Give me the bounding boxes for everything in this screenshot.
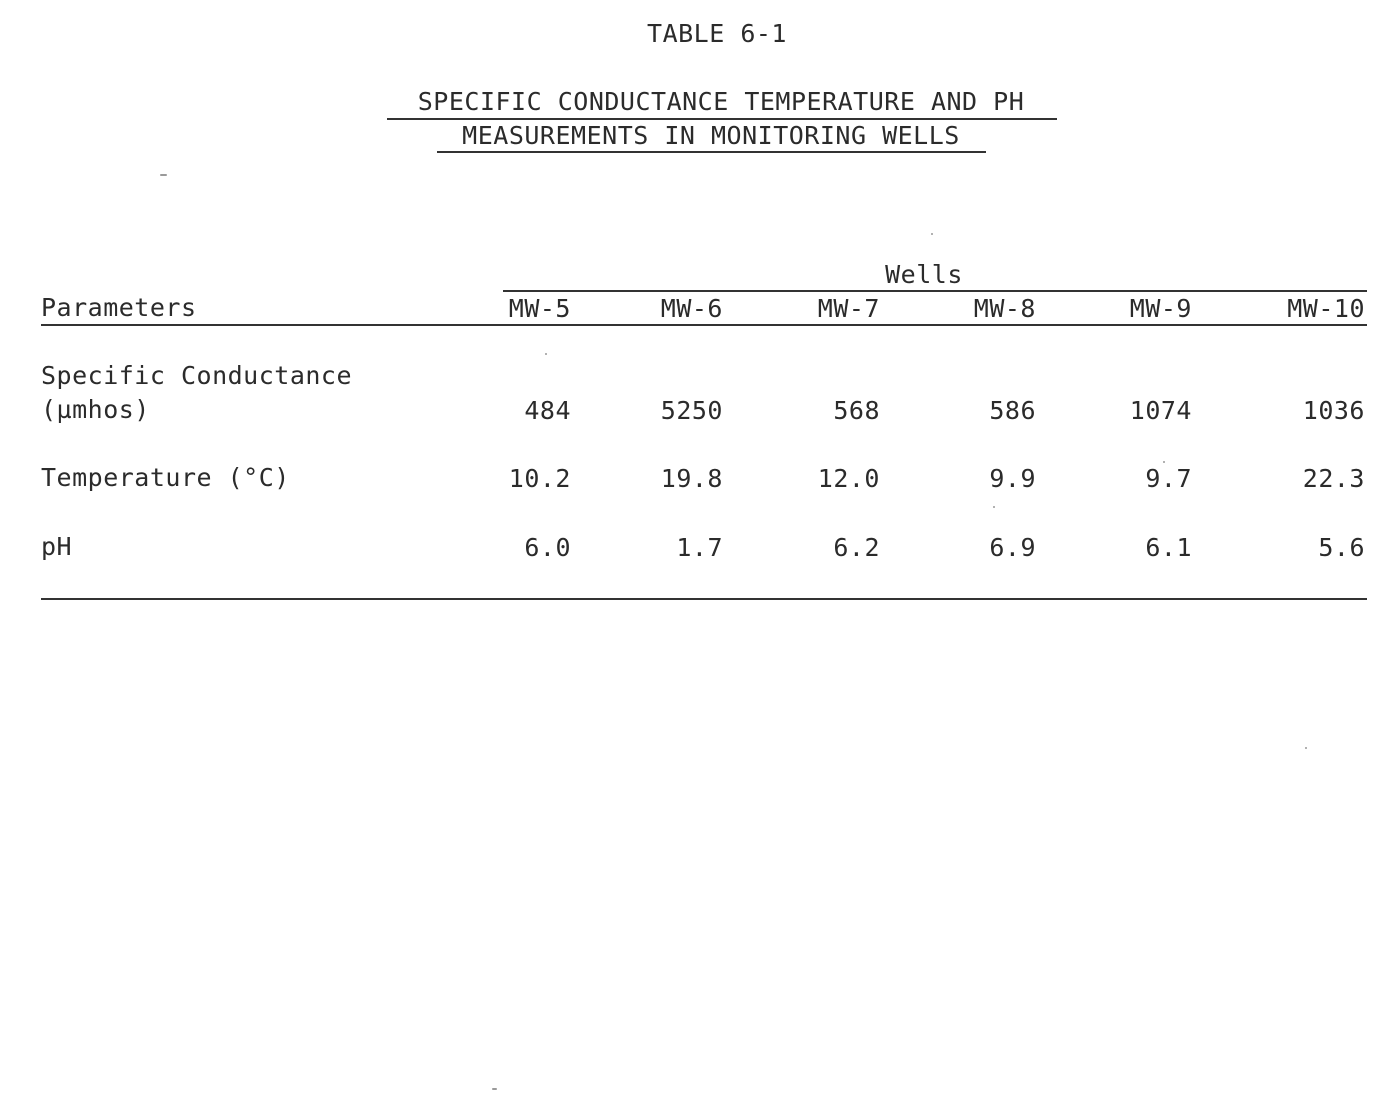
scan-speck	[492, 1088, 497, 1090]
row-label-specific-conductance: Specific Conductance	[41, 361, 353, 390]
row-label-specific-conductance-unit: (µmhos)	[41, 395, 150, 424]
column-header-mw-9: MW-9	[1129, 294, 1192, 323]
cell-temperature-mw-5: 10.2	[508, 464, 571, 493]
cell-ph-mw-10: 5.6	[1318, 533, 1365, 562]
cell-conductance-mw-7: 568	[833, 396, 880, 425]
scan-speck	[160, 174, 167, 176]
column-header-mw-10: MW-10	[1287, 294, 1365, 323]
column-header-mw-7: MW-7	[817, 294, 880, 323]
column-header-mw-6: MW-6	[660, 294, 723, 323]
cell-ph-mw-7: 6.2	[833, 533, 880, 562]
scan-speck	[1163, 461, 1165, 463]
cell-ph-mw-9: 6.1	[1145, 533, 1192, 562]
cell-ph-mw-8: 6.9	[989, 533, 1036, 562]
header-bottom-rule	[41, 324, 1367, 326]
cell-conductance-mw-5: 484	[524, 396, 571, 425]
scan-speck	[1305, 747, 1307, 749]
cell-ph-mw-6: 1.7	[676, 533, 723, 562]
row-label-ph: pH	[41, 532, 73, 561]
cell-temperature-mw-6: 19.8	[660, 464, 723, 493]
row-label-temperature: Temperature (°C)	[41, 463, 290, 492]
scan-speck	[993, 506, 995, 508]
cell-conductance-mw-8: 586	[989, 396, 1036, 425]
scan-speck	[931, 233, 933, 235]
table-number: TABLE 6-1	[647, 19, 787, 48]
cell-temperature-mw-9: 9.7	[1145, 464, 1192, 493]
title-underline-2	[437, 151, 986, 153]
cell-ph-mw-5: 6.0	[524, 533, 571, 562]
wells-header-rule	[503, 290, 1367, 292]
column-header-mw-5: MW-5	[508, 294, 571, 323]
scan-speck	[545, 353, 547, 355]
cell-temperature-mw-8: 9.9	[989, 464, 1036, 493]
column-header-mw-8: MW-8	[973, 294, 1036, 323]
parameters-header: Parameters	[41, 293, 197, 322]
title-underline-1	[387, 118, 1057, 120]
cell-conductance-mw-9: 1074	[1129, 396, 1192, 425]
cell-conductance-mw-6: 5250	[660, 396, 723, 425]
wells-group-header: Wells	[885, 260, 963, 289]
cell-temperature-mw-10: 22.3	[1302, 464, 1365, 493]
cell-temperature-mw-7: 12.0	[817, 464, 880, 493]
table-bottom-rule	[41, 598, 1367, 600]
cell-conductance-mw-10: 1036	[1302, 396, 1365, 425]
table-title-line-1: SPECIFIC CONDUCTANCE TEMPERATURE AND PH	[417, 87, 1025, 116]
table-title-line-2: MEASUREMENTS IN MONITORING WELLS	[462, 121, 960, 150]
